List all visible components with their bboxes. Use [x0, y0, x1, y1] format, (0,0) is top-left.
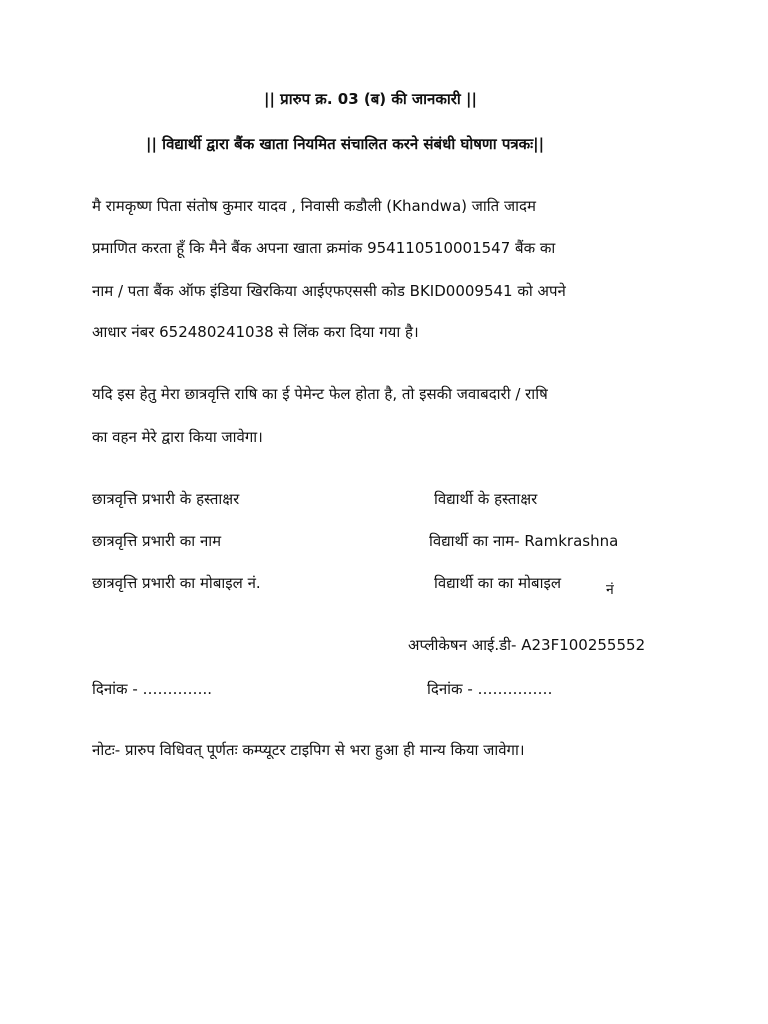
application-id: अप्लीकेषन आई.डी- A23F100255552: [408, 636, 646, 654]
name-row: [92, 531, 692, 553]
mobile-row: [92, 573, 692, 595]
paragraph-1-line-2: प्रमाणित करता हूँ कि मैने बैंक अपना खाता क्रमांक 954110510001547 बैंक का: [92, 239, 556, 257]
officer-name-label: छात्रवृत्ति प्रभारी का नाम: [92, 532, 222, 550]
signature-row: [92, 489, 692, 511]
student-signature-label: विद्यार्थी के हस्ताक्षर: [434, 490, 538, 508]
paragraph-2-line-1: यदि इस हेतु मेरा छात्रवृत्ति राषि का ई पेमेन्ट फेल होता है, तो इसकी जवाबदारी / राषि: [92, 385, 548, 403]
student-name-label: विद्यार्थी का नाम- Ramkrashna: [429, 532, 619, 550]
officer-mobile-label: छात्रवृत्ति प्रभारी का मोबाइल नं.: [92, 574, 261, 592]
officer-signature-label: छात्रवृत्ति प्रभारी के हस्ताक्षर: [92, 490, 240, 508]
paragraph-1-line-1: मै रामकृष्ण पिता संतोष कुमार यादव , निवासी कडौली (Khandwa) जाति जादम: [92, 197, 536, 215]
date-right: दिनांक - ……………: [427, 680, 553, 698]
student-mobile-label: विद्यार्थी का का मोबाइल: [434, 574, 561, 592]
form-subtitle: || विद्यार्थी द्वारा बैंक खाता नियमित संचालित करने संबंधी घोषणा पत्रकः||: [146, 135, 545, 153]
paragraph-1-line-3: नाम / पता बैंक ऑफ इंडिया खिरकिया आईएफएससी कोड BKID0009541 को अपने: [92, 282, 566, 300]
form-title: || प्रारुप क्र. 03 (ब) की जानकारी ||: [264, 90, 477, 108]
student-mobile-suffix: नं: [606, 582, 614, 598]
paragraph-1-line-4: आधार नंबर 652480241038 से लिंक करा दिया गया है।: [92, 323, 419, 341]
date-left: दिनांक - …………..: [92, 680, 213, 698]
footer-note: नोटः- प्रारुप विधिवत् पूर्णतः कम्प्यूटर टाइपिग से भरा हुआ ही मान्य किया जावेगा।: [92, 741, 525, 759]
paragraph-2-line-2: का वहन मेरे द्वारा किया जावेगा।: [92, 428, 263, 446]
